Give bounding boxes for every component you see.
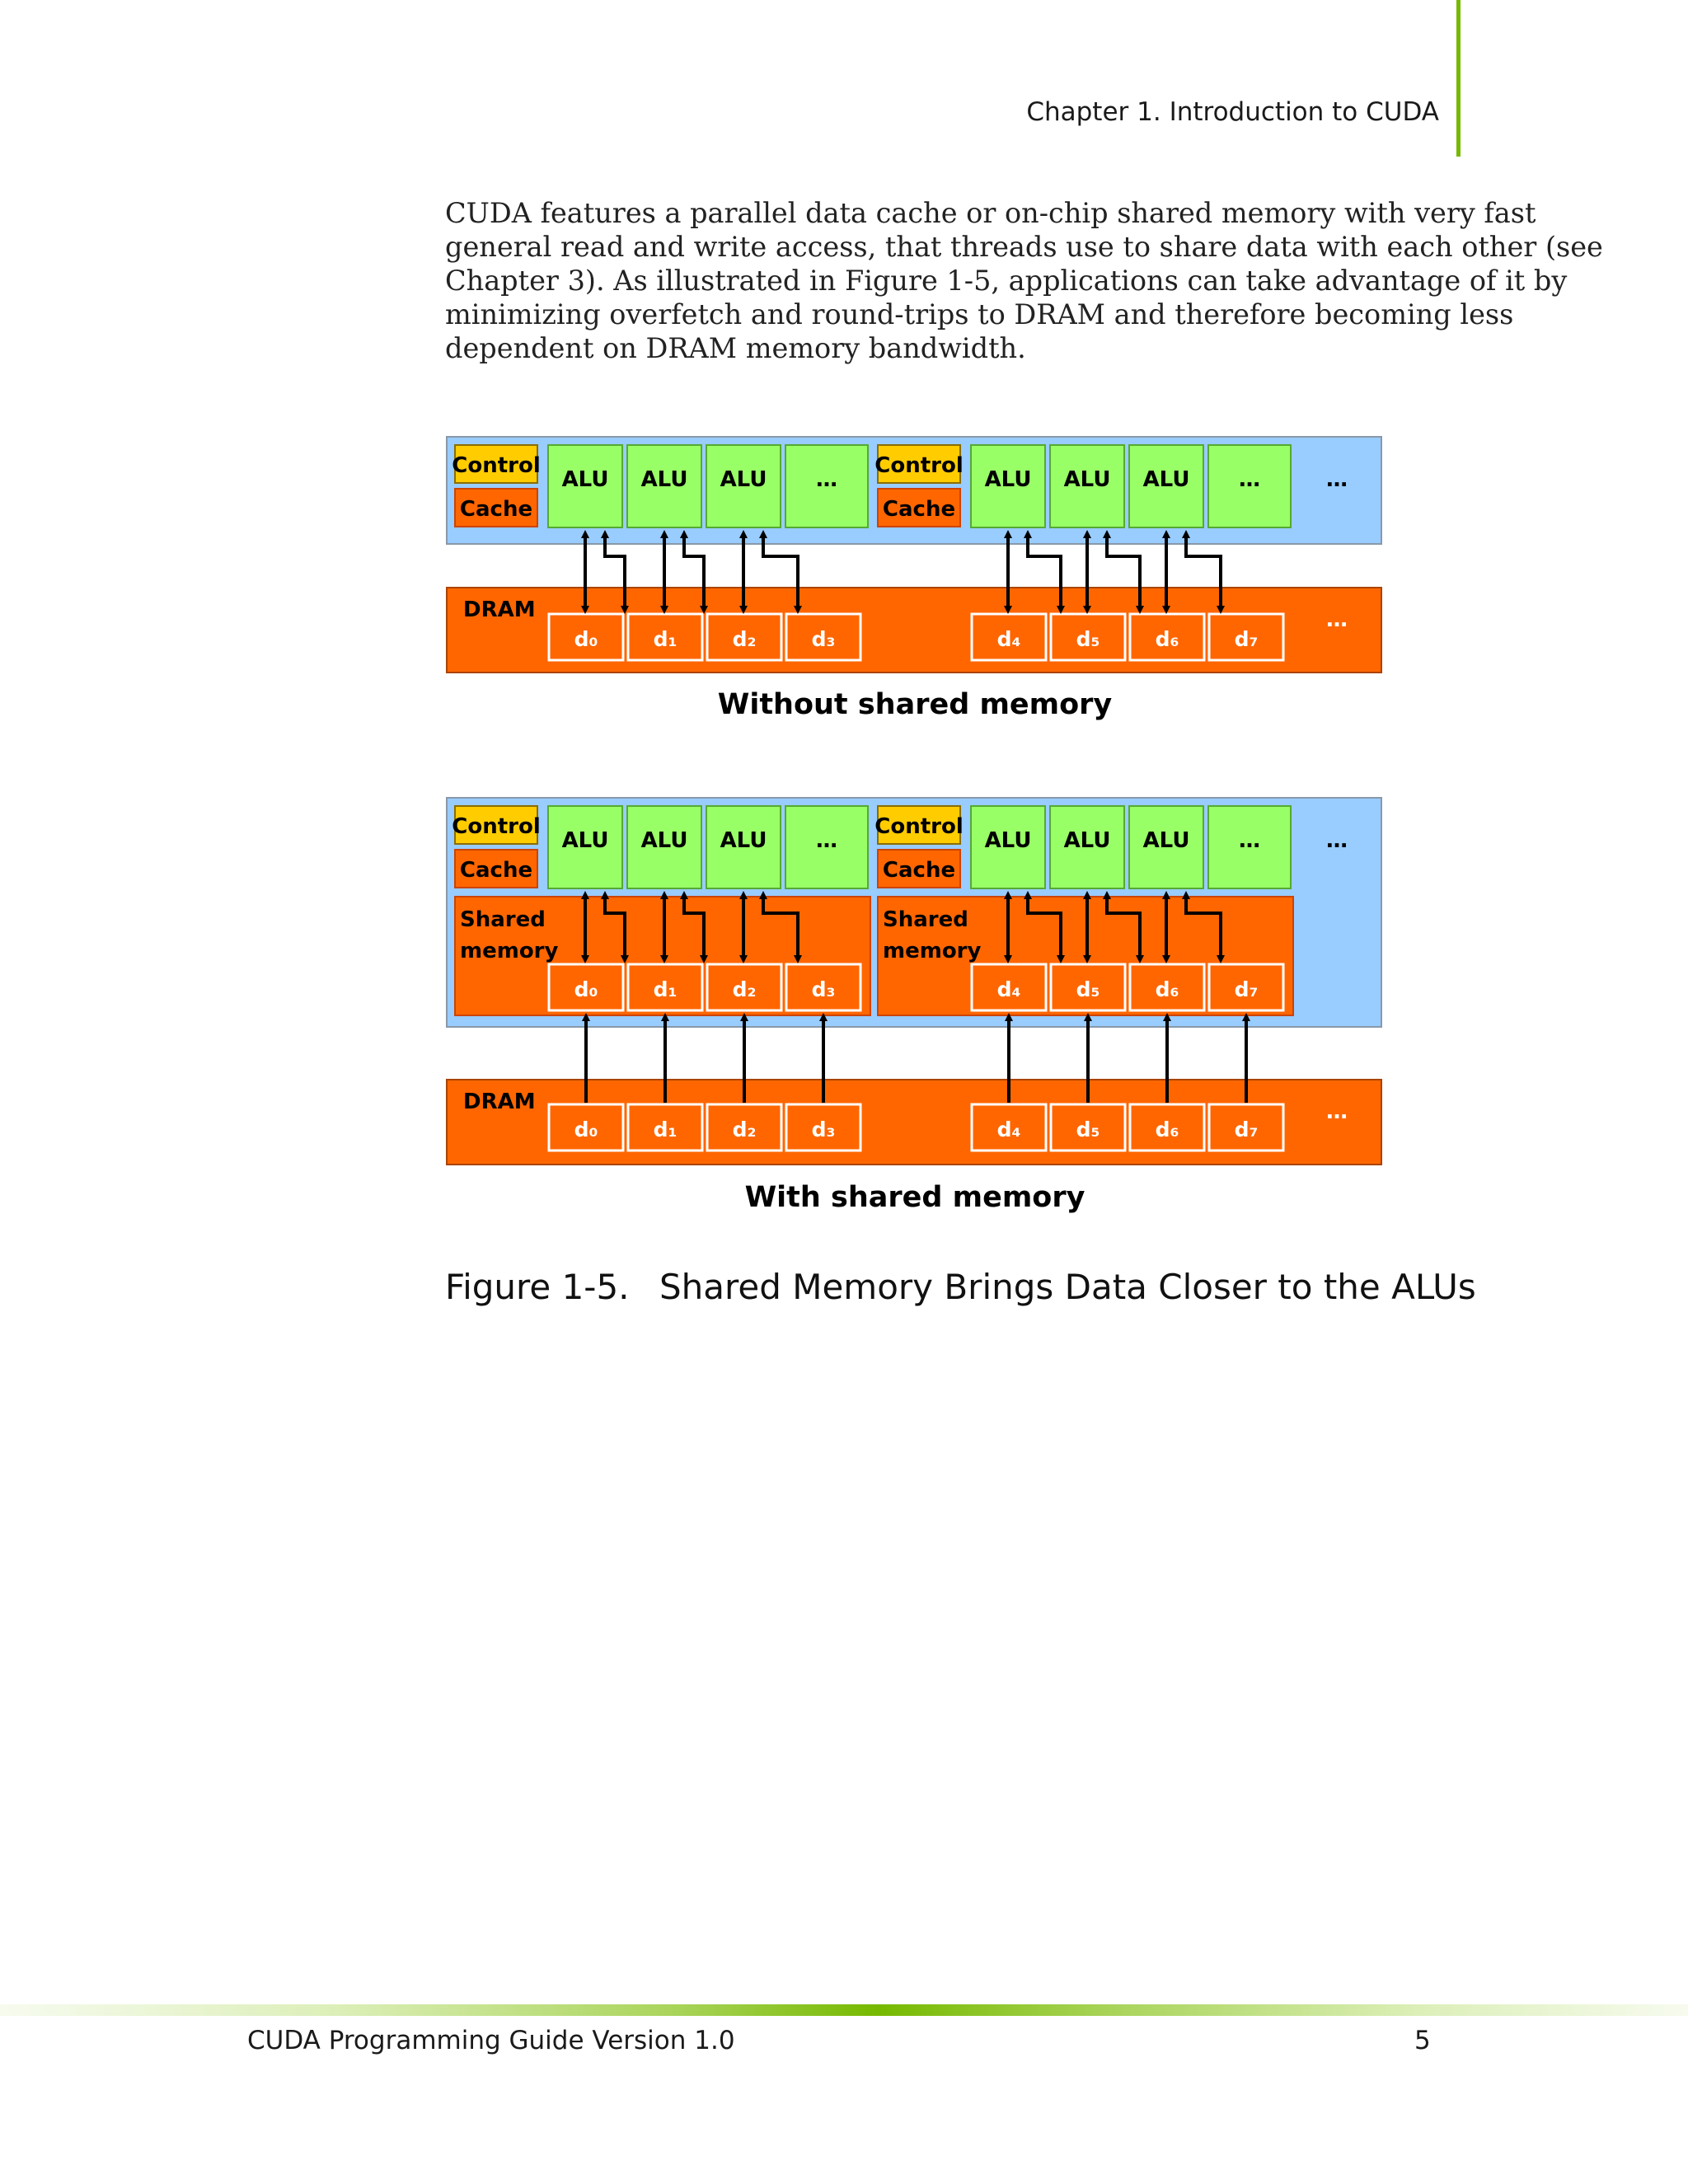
alu-label: ALU bbox=[984, 467, 1032, 492]
data-cell-label: d₅ bbox=[1076, 1118, 1100, 1141]
paragraph-line: minimizing overfetch and round-trips to DRAM and therefore becoming less bbox=[445, 298, 1514, 330]
dram-label: DRAM bbox=[463, 598, 536, 622]
shared-memory-label: memory bbox=[460, 939, 559, 963]
ellipsis-label: … bbox=[816, 828, 837, 853]
control-label: Control bbox=[874, 453, 964, 478]
dram-label: DRAM bbox=[463, 1090, 536, 1114]
chapter-header: Chapter 1. Introduction to CUDA bbox=[1026, 97, 1439, 127]
data-cell-label: d₀ bbox=[574, 977, 598, 1001]
diagram-without-shared-memory bbox=[447, 437, 1381, 721]
alu-label: ALU bbox=[561, 467, 609, 492]
paragraph-line: Chapter 3). As illustrated in Figure 1-5, applications can take advantage of it by bbox=[445, 265, 1568, 297]
ellipsis-label: … bbox=[1326, 1099, 1348, 1124]
data-cell-label: d₂ bbox=[732, 1118, 757, 1141]
page-number: 5 bbox=[1414, 2026, 1431, 2055]
ellipsis-label: … bbox=[1239, 467, 1260, 492]
alu-label: ALU bbox=[1063, 828, 1111, 853]
diagram-title: Without shared memory bbox=[717, 688, 1113, 721]
ellipsis-label: … bbox=[1326, 828, 1348, 853]
data-cell-label: d₂ bbox=[732, 977, 757, 1001]
data-cell-label: d₅ bbox=[1076, 627, 1100, 651]
alu-label: ALU bbox=[1142, 828, 1190, 853]
cache-label: Cache bbox=[882, 497, 956, 522]
alu-label: ALU bbox=[720, 828, 767, 853]
ellipsis-label: … bbox=[816, 467, 837, 492]
data-cell-label: d₆ bbox=[1155, 977, 1179, 1001]
alu-label: ALU bbox=[640, 828, 688, 853]
figure-caption-text: Shared Memory Brings Data Closer to the ALUs bbox=[659, 1267, 1476, 1307]
paragraph-line: dependent on DRAM memory bandwidth. bbox=[445, 332, 1026, 364]
data-cell-label: d₂ bbox=[732, 627, 757, 651]
data-cell-label: d₁ bbox=[653, 1118, 678, 1141]
paragraph-line: general read and write access, that threads use to share data with each other (see bbox=[445, 231, 1603, 263]
data-cell-label: d₄ bbox=[996, 977, 1021, 1001]
shared-memory-label: Shared bbox=[883, 907, 968, 932]
data-cell-label: d₀ bbox=[574, 627, 598, 651]
data-cell-label: d₄ bbox=[996, 627, 1021, 651]
data-cell-label: d₆ bbox=[1155, 1118, 1179, 1141]
cache-label: Cache bbox=[459, 497, 533, 522]
ellipsis-label: … bbox=[1326, 607, 1348, 632]
data-cell-label: d₇ bbox=[1234, 627, 1259, 651]
data-cell-label: d₇ bbox=[1234, 1118, 1259, 1141]
header-rule bbox=[1456, 0, 1461, 157]
alu-label: ALU bbox=[984, 828, 1032, 853]
figure-caption-label: Figure 1-5. bbox=[445, 1267, 630, 1307]
diagram-title: With shared memory bbox=[744, 1181, 1085, 1214]
control-label: Control bbox=[452, 453, 541, 478]
alu-label: ALU bbox=[640, 467, 688, 492]
diagram-with-shared-memory bbox=[447, 798, 1381, 1214]
cache-label: Cache bbox=[882, 858, 956, 883]
data-cell-label: d₄ bbox=[996, 1118, 1021, 1141]
data-cell-label: d₁ bbox=[653, 627, 678, 651]
data-cell-label: d₃ bbox=[811, 1118, 836, 1141]
control-label: Control bbox=[874, 814, 964, 839]
ellipsis-label: … bbox=[1239, 828, 1260, 853]
footer-gradient-bar bbox=[0, 2004, 1688, 2016]
data-cell-label: d₃ bbox=[811, 627, 836, 651]
alu-label: ALU bbox=[1142, 467, 1190, 492]
cache-label: Cache bbox=[459, 858, 533, 883]
footer-document-title: CUDA Programming Guide Version 1.0 bbox=[247, 2026, 735, 2055]
data-cell-label: d₇ bbox=[1234, 977, 1259, 1001]
data-cell-label: d₁ bbox=[653, 977, 678, 1001]
data-cell-label: d₀ bbox=[574, 1118, 598, 1141]
alu-label: ALU bbox=[1063, 467, 1111, 492]
body-paragraph bbox=[445, 196, 1603, 365]
shared-memory-label: memory bbox=[883, 939, 982, 963]
alu-label: ALU bbox=[720, 467, 767, 492]
data-cell-label: d₃ bbox=[811, 977, 836, 1001]
alu-label: ALU bbox=[561, 828, 609, 853]
figure-caption bbox=[445, 1267, 1476, 1307]
control-label: Control bbox=[452, 814, 541, 839]
data-cell-label: d₅ bbox=[1076, 977, 1100, 1001]
data-cell-label: d₆ bbox=[1155, 627, 1179, 651]
paragraph-line: CUDA features a parallel data cache or on-chip shared memory with very fast bbox=[445, 197, 1536, 229]
shared-memory-label: Shared bbox=[460, 907, 546, 932]
shared-memory-figure bbox=[445, 429, 1385, 1220]
ellipsis-label: … bbox=[1326, 467, 1348, 492]
